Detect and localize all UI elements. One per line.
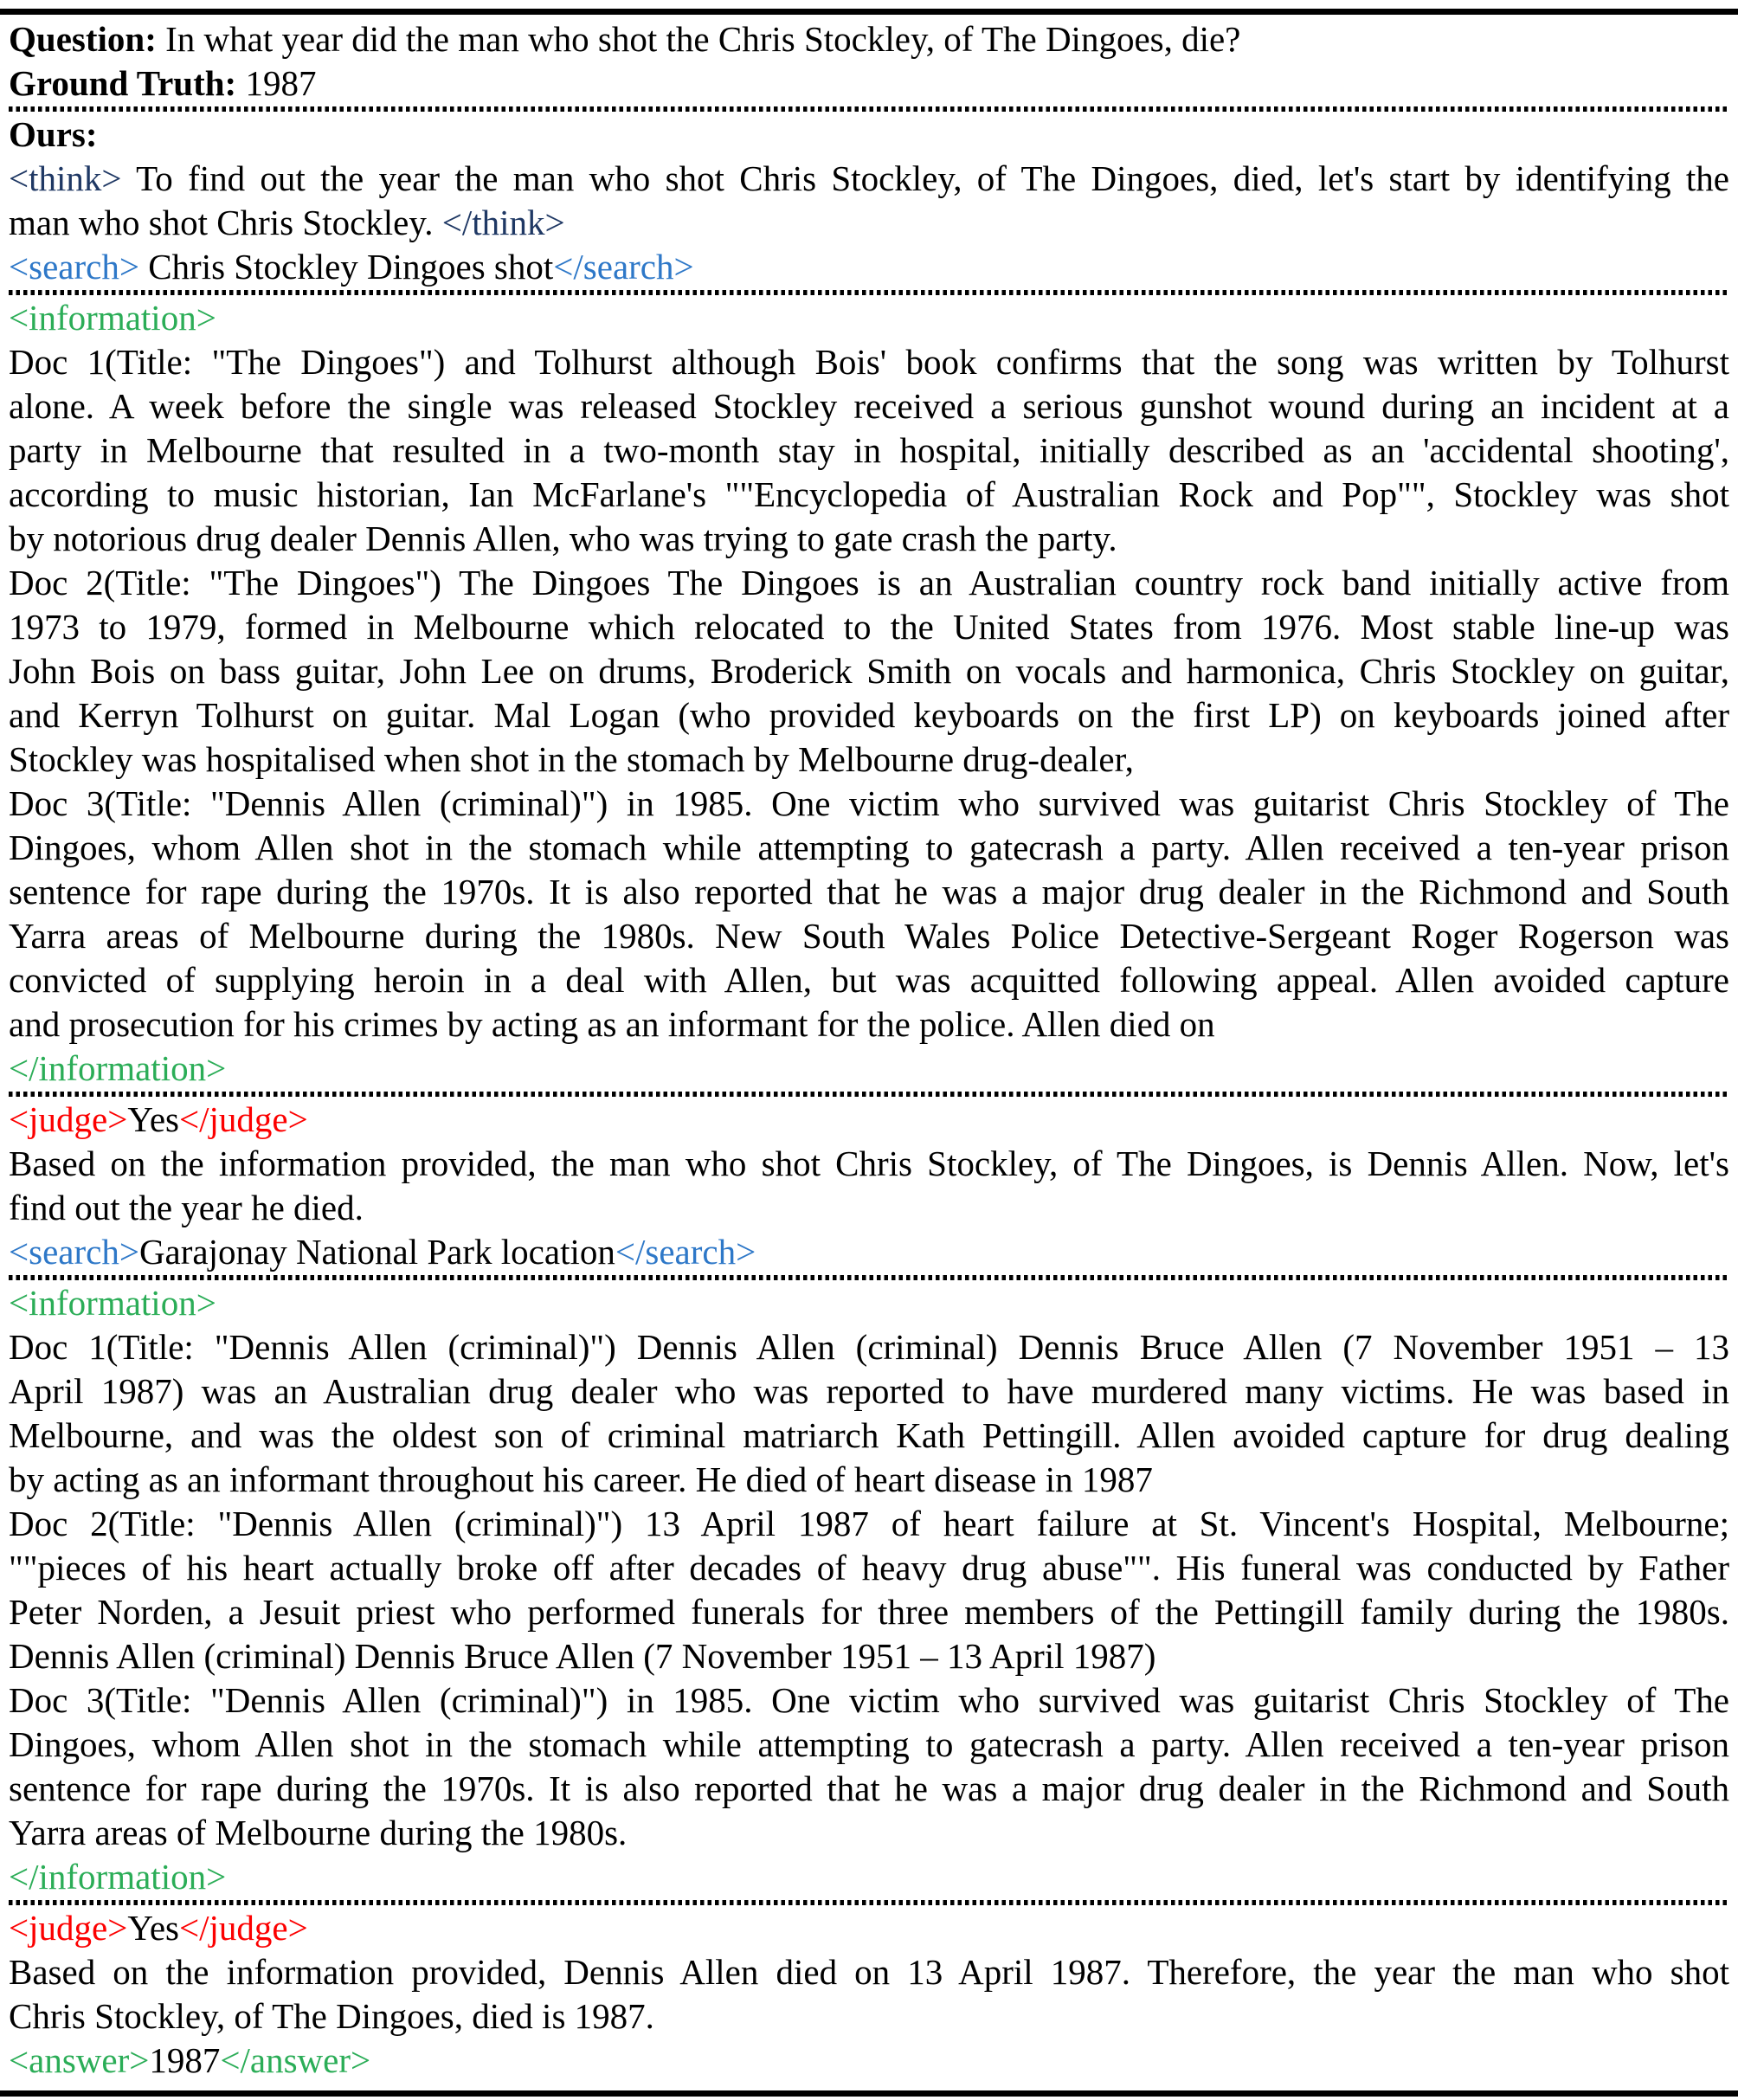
information-tag: </information> — [9, 1048, 227, 1088]
doc-line — [9, 517, 1729, 561]
body-text: John Bois on bass guitar, John Lee on drums, Broderick Smith on vocals and harmonica, Chris Stockley on guitar, — [9, 651, 1729, 691]
information-tag: </information> — [9, 1857, 227, 1897]
judge-tag: <judge> — [9, 1099, 128, 1139]
body-text: Chris Stockley Dingoes shot — [138, 247, 554, 287]
body-text: Dingoes, whom Allen shot in the stomach while attempting to gatecrash a party. Allen received a ten-year prison — [9, 828, 1729, 867]
body-text: by acting as an informant throughout his career. He died of heart disease in 1987 — [9, 1459, 1153, 1499]
judge-line — [9, 1098, 1729, 1142]
body-text: Based on the information provided, Dennis Allen died on 13 April 1987. Therefore, the year the man who shot — [9, 1952, 1729, 1992]
information-close-line — [9, 1855, 1729, 1899]
bold-label: Question: — [9, 19, 166, 59]
doc-line — [9, 1414, 1729, 1458]
doc-line — [9, 428, 1729, 473]
doc-line — [9, 1634, 1729, 1678]
body-text: April 1987) was an Australian drug dealer who was reported to have murdered many victims. He was based in — [9, 1371, 1729, 1411]
search-tag: </search> — [615, 1232, 756, 1272]
doc-line — [9, 1590, 1729, 1634]
ours-label-line — [9, 113, 1729, 157]
body-text: Yes — [127, 1099, 180, 1139]
body-text: alone. A week before the single was released Stockley received a serious gunshot wound during an incident at a — [9, 386, 1729, 426]
body-text: Based on the information provided, the man who shot Chris Stockley, of The Dingoes, is Dennis Allen. Now, let's — [9, 1143, 1729, 1183]
information-close-line — [9, 1047, 1729, 1091]
judge-line — [9, 1906, 1729, 1950]
doc-line — [9, 1502, 1729, 1546]
think-line — [9, 201, 1729, 245]
think-tag: </think> — [441, 203, 565, 242]
dotted-separator — [9, 1274, 1729, 1281]
body-text: and Kerryn Tolhurst on guitar. Mal Logan (who provided keyboards on the first LP) on keyboards joined after — [9, 695, 1729, 735]
think-line — [9, 157, 1729, 201]
body-text: and prosecution for his crimes by acting as an informant for the police. Allen died on — [9, 1004, 1215, 1044]
search-line — [9, 1230, 1729, 1274]
body-text: Peter Norden, a Jesuit priest who performed funerals for three members of the Pettingill family during the 1980s. — [9, 1592, 1729, 1632]
body-text: Doc 1(Title: "Dennis Allen (criminal)") Dennis Allen (criminal) Dennis Bruce Allen (7 November 1951 – 13 — [9, 1327, 1729, 1367]
judge-tag: <judge> — [9, 1908, 128, 1948]
body-text: 1987 — [149, 2040, 221, 2080]
body-text: sentence for rape during the 1970s. It is also reported that he was a major drug dealer in the Richmond and South — [9, 1768, 1729, 1808]
question-line — [9, 17, 1729, 61]
information-open-line — [9, 1281, 1729, 1325]
doc-line — [9, 1325, 1729, 1369]
judge-tag: </judge> — [179, 1908, 308, 1948]
body-text: Stockley was hospitalised when shot in the stomach by Melbourne drug-dealer, — [9, 739, 1134, 779]
body-text: Garajonay National Park location — [138, 1232, 615, 1272]
search-line — [9, 245, 1729, 289]
doc-line — [9, 1678, 1729, 1723]
body-text: Doc 3(Title: "Dennis Allen (criminal)") in 1985. One victim who survived was guitarist Chris Stockley of The — [9, 1680, 1729, 1720]
body-text: convicted of supplying heroin in a deal with Allen, but was acquitted following appeal. Allen avoided capture — [9, 960, 1729, 1000]
information-tag: <information> — [9, 298, 216, 338]
body-text: party in Melbourne that resulted in a two-month stay in hospital, initially described as an 'accidental shooting', — [9, 430, 1729, 470]
doc-line — [9, 649, 1729, 693]
body-text: Dingoes, whom Allen shot in the stomach while attempting to gatecrash a party. Allen received a ten-year prison — [9, 1724, 1729, 1764]
body-text: ""pieces of his heart actually broke off after decades of heavy drug abuse"". His funeral was conducted by Father — [9, 1548, 1729, 1588]
dotted-separator — [9, 1899, 1729, 1906]
reasoning-line — [9, 1186, 1729, 1230]
judge-tag: </judge> — [179, 1099, 308, 1139]
body-text: 1973 to 1979, formed in Melbourne which relocated to the United States from 1976. Most stable line-up was — [9, 607, 1729, 647]
body-text: man who shot Chris Stockley. — [9, 203, 442, 242]
body-text: according to music historian, Ian McFarlane's ""Encyclopedia of Australian Rock and Pop"", Stockley was shot — [9, 474, 1729, 514]
dotted-separator — [9, 1091, 1729, 1098]
doc-line — [9, 738, 1729, 782]
doc-line — [9, 384, 1729, 428]
body-text: 1987 — [245, 63, 317, 103]
doc-line — [9, 1811, 1729, 1855]
answer-tag: </answer> — [220, 2040, 371, 2080]
doc-line — [9, 473, 1729, 517]
doc-line — [9, 605, 1729, 649]
doc-line — [9, 826, 1729, 870]
reasoning-line — [9, 1994, 1729, 2039]
body-text: Doc 1(Title: "The Dingoes") and Tolhurst although Bois' book confirms that the song was written by Tolhurst — [9, 342, 1729, 382]
doc-line — [9, 340, 1729, 384]
doc-line — [9, 1002, 1729, 1047]
doc-line — [9, 1369, 1729, 1414]
search-tag: <search> — [9, 247, 139, 287]
doc-line — [9, 914, 1729, 958]
doc-line — [9, 561, 1729, 605]
body-text: In what year did the man who shot the Chris Stockley, of The Dingoes, die? — [165, 19, 1241, 59]
bold-label: Ground Truth: — [9, 63, 246, 103]
body-text: Chris Stockley, of The Dingoes, died is 1987. — [9, 1996, 654, 2036]
doc-line — [9, 870, 1729, 914]
doc-line — [9, 1458, 1729, 1502]
body-text: Yes — [127, 1908, 180, 1948]
reasoning-line — [9, 1950, 1729, 1994]
reasoning-line — [9, 1142, 1729, 1186]
answer-tag: <answer> — [9, 2040, 150, 2080]
bold-label: Ours: — [9, 114, 98, 154]
dotted-separator — [9, 106, 1729, 113]
body-text: Yarra areas of Melbourne during the 1980s. New South Wales Police Detective-Sergeant Roger Rogerson was — [9, 916, 1729, 956]
ground-truth-line — [9, 61, 1729, 106]
information-open-line — [9, 296, 1729, 340]
doc-line — [9, 1767, 1729, 1811]
think-tag: <think> — [9, 158, 122, 198]
doc-line — [9, 1723, 1729, 1767]
body-text: sentence for rape during the 1970s. It is also reported that he was a major drug dealer in the Richmond and South — [9, 872, 1729, 912]
body-text: Doc 2(Title: "The Dingoes") The Dingoes The Dingoes is an Australian country rock band initially active from — [9, 563, 1729, 602]
doc-line — [9, 693, 1729, 738]
body-text: by notorious drug dealer Dennis Allen, who was trying to gate crash the party. — [9, 519, 1117, 558]
qa-example-figure — [0, 9, 1738, 2097]
body-text: To find out the year the man who shot Chris Stockley, of The Dingoes, died, let's start by identifying the — [121, 158, 1729, 198]
document-body — [9, 17, 1729, 2083]
information-tag: <information> — [9, 1283, 216, 1323]
doc-line — [9, 1546, 1729, 1590]
dotted-separator — [9, 289, 1729, 296]
body-text: Melbourne, and was the oldest son of criminal matriarch Kath Pettingill. Allen avoided capture for drug dealing — [9, 1415, 1729, 1455]
search-tag: </search> — [553, 247, 694, 287]
doc-line — [9, 958, 1729, 1002]
body-text: Dennis Allen (criminal) Dennis Bruce Allen (7 November 1951 – 13 April 1987) — [9, 1636, 1156, 1676]
body-text: Yarra areas of Melbourne during the 1980s. — [9, 1813, 628, 1852]
body-text: Doc 3(Title: "Dennis Allen (criminal)") in 1985. One victim who survived was guitarist Chris Stockley of The — [9, 783, 1729, 823]
answer-line — [9, 2039, 1729, 2083]
search-tag: <search> — [9, 1232, 139, 1272]
doc-line — [9, 782, 1729, 826]
body-text: find out the year he died. — [9, 1188, 364, 1227]
body-text: Doc 2(Title: "Dennis Allen (criminal)") 13 April 1987 of heart failure at St. Vincent's Hospital, Melbourne; — [9, 1504, 1729, 1543]
